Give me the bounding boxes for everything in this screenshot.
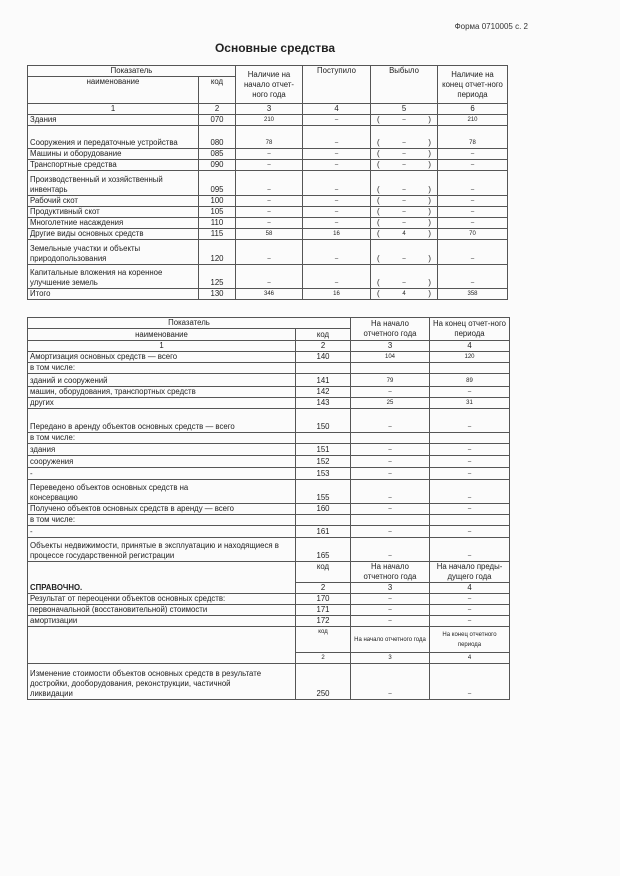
value-received: –	[303, 207, 371, 218]
row-code: 080	[199, 126, 236, 149]
value-end: –	[430, 504, 510, 515]
row-code: 171	[296, 605, 351, 616]
t2-header-start: На начало отчетного года	[351, 318, 430, 341]
value-end: 210	[438, 115, 508, 126]
row-name: -	[28, 468, 296, 480]
row-code: 140	[296, 352, 351, 363]
table-row	[28, 352, 510, 363]
reference-code-header: код	[296, 562, 351, 583]
table-row	[28, 594, 510, 605]
value-received: –	[303, 115, 371, 126]
page-title: Основные средства	[214, 41, 336, 55]
row-name: Переведено объектов основных средств на консервацию	[28, 480, 296, 504]
table-row	[28, 115, 508, 126]
value-disposed: ( – )	[371, 160, 438, 171]
value-received: –	[303, 171, 371, 196]
colnum: 4	[430, 341, 510, 352]
value-end: –	[430, 594, 510, 605]
value-end: –	[430, 409, 510, 433]
table-row	[28, 409, 510, 433]
value-received: –	[303, 218, 371, 229]
value-start: –	[236, 160, 303, 171]
row-name: Изменение стоимости объектов основных средств в результате достройки, дооборудования, реконструкции, частичной ликвидации	[28, 664, 296, 700]
table-row	[28, 240, 508, 265]
header-disposed: Выбыло	[371, 66, 438, 104]
value-received: 16	[303, 289, 371, 300]
value-disposed: ( – )	[371, 149, 438, 160]
value-disposed: ( – )	[371, 115, 438, 126]
value-received: 16	[303, 229, 371, 240]
table-row	[28, 538, 510, 562]
value-end: 70	[438, 229, 508, 240]
table-row	[28, 218, 508, 229]
table-row	[28, 363, 510, 374]
colnum: 2	[296, 341, 351, 352]
row-code: 120	[199, 240, 236, 265]
table-row	[28, 480, 510, 504]
row-name: Машины и оборудование	[28, 149, 199, 160]
colnum: 3	[351, 341, 430, 352]
value-end: –	[438, 218, 508, 229]
row-code: 090	[199, 160, 236, 171]
table-row	[28, 605, 510, 616]
table-row	[28, 126, 508, 149]
value-received: –	[303, 126, 371, 149]
colnum: 4	[430, 653, 510, 664]
value-disposed: ( – )	[371, 207, 438, 218]
change-start-header: На начало отчетного года	[351, 627, 430, 653]
row-code: 110	[199, 218, 236, 229]
change-end-header: На конец отчетного периода	[430, 627, 510, 653]
header-name: наименование	[28, 77, 199, 104]
value-start: 78	[236, 126, 303, 149]
row-code: 115	[199, 229, 236, 240]
row-name: зданий и сооружений	[28, 374, 296, 387]
row-name: в том числе:	[28, 515, 296, 526]
value-start: 25	[351, 398, 430, 409]
row-name: Производственный и хозяйственный инвентарь	[28, 171, 199, 196]
table-row	[28, 207, 508, 218]
row-code: 151	[296, 444, 351, 456]
value-end: –	[438, 149, 508, 160]
row-name: Рабочий скот	[28, 196, 199, 207]
value-received: –	[303, 160, 371, 171]
value-start: –	[236, 265, 303, 289]
value-start: 79	[351, 374, 430, 387]
row-code: 172	[296, 616, 351, 627]
value-start: 58	[236, 229, 303, 240]
table-row	[28, 289, 508, 300]
colnum: 6	[438, 104, 508, 115]
row-code: 070	[199, 115, 236, 126]
colnum: 4	[430, 583, 510, 594]
t2-header-end: На конец отчет-ного периода	[430, 318, 510, 341]
row-code: 100	[199, 196, 236, 207]
colnum: 3	[351, 583, 430, 594]
value-received: –	[303, 265, 371, 289]
value-end: –	[438, 171, 508, 196]
reference-start-header: На начало отчетного года	[351, 562, 430, 583]
value-disposed: ( – )	[371, 218, 438, 229]
value-received: –	[303, 196, 371, 207]
row-name: Результат от переоценки объектов основных средств:	[28, 594, 296, 605]
value-start: –	[351, 538, 430, 562]
fixed-assets-movement-table	[27, 65, 508, 300]
t2-header-name: наименование	[28, 329, 296, 341]
value-start: 210	[236, 115, 303, 126]
value-start: –	[236, 240, 303, 265]
value-end: –	[430, 444, 510, 456]
value-end: 78	[438, 126, 508, 149]
value-start: –	[351, 616, 430, 627]
row-code: 095	[199, 171, 236, 196]
value-received: –	[303, 149, 371, 160]
row-code: 130	[199, 289, 236, 300]
row-code: 155	[296, 480, 351, 504]
value-end: –	[430, 616, 510, 627]
row-name: Продуктивный скот	[28, 207, 199, 218]
row-code: 125	[199, 265, 236, 289]
reference-header-row	[28, 562, 510, 583]
value-start: –	[351, 664, 430, 700]
value-start: –	[351, 526, 430, 538]
value-start: 104	[351, 352, 430, 363]
row-code: 165	[296, 538, 351, 562]
colnum: 2	[296, 653, 351, 664]
row-name: Здания	[28, 115, 199, 126]
row-code: 152	[296, 456, 351, 468]
value-end: –	[430, 480, 510, 504]
row-name: в том числе:	[28, 363, 296, 374]
value-end: –	[430, 605, 510, 616]
value-end: –	[438, 196, 508, 207]
table1-body	[28, 115, 508, 300]
value-start: –	[351, 456, 430, 468]
row-name: в том числе:	[28, 433, 296, 444]
table-row	[28, 664, 510, 700]
table-row	[28, 468, 510, 480]
value-start: –	[351, 504, 430, 515]
table-row	[28, 515, 510, 526]
reference-prev-header: На начало преды-дущего года	[430, 562, 510, 583]
row-name: машин, оборудования, транспортных средств	[28, 387, 296, 398]
value-disposed: ( 4 )	[371, 289, 438, 300]
depreciation-table	[27, 317, 510, 700]
value-end: 120	[430, 352, 510, 363]
value-end: –	[430, 664, 510, 700]
row-code: 143	[296, 398, 351, 409]
table-row	[28, 456, 510, 468]
table-row	[28, 616, 510, 627]
table-row	[28, 229, 508, 240]
row-name: Транспортные средства	[28, 160, 199, 171]
value-end: –	[438, 207, 508, 218]
row-code: 250	[296, 664, 351, 700]
table-row	[28, 398, 510, 409]
row-name: Итого	[28, 289, 199, 300]
row-name: Амортизация основных средств — всего	[28, 352, 296, 363]
row-name: -	[28, 526, 296, 538]
reference-label: СПРАВОЧНО.	[28, 562, 296, 594]
row-name: Передано в аренду объектов основных средств — всего	[28, 409, 296, 433]
value-end: 89	[430, 374, 510, 387]
row-code: 150	[296, 409, 351, 433]
table-row	[28, 196, 508, 207]
row-name: Земельные участки и объекты природопользования	[28, 240, 199, 265]
value-start: –	[236, 207, 303, 218]
t2-header-code: код	[296, 329, 351, 341]
row-name: амортизации	[28, 616, 296, 627]
row-name: Сооружения и передаточные устройства	[28, 126, 199, 149]
value-start: 346	[236, 289, 303, 300]
colnum: 4	[303, 104, 371, 115]
value-start: –	[236, 171, 303, 196]
value-end: –	[430, 526, 510, 538]
colnum: 3	[351, 653, 430, 664]
row-code: 160	[296, 504, 351, 515]
colnum: 2	[296, 583, 351, 594]
value-start: –	[351, 468, 430, 480]
value-end: 358	[438, 289, 508, 300]
change-code-header: код	[296, 627, 351, 653]
t2-header-pokazatel: Показатель	[28, 318, 351, 329]
header-received: Поступило	[303, 66, 371, 104]
colnum: 2	[199, 104, 236, 115]
header-start: Наличие на начало отчет-ного года	[236, 66, 303, 104]
row-code: 142	[296, 387, 351, 398]
table-row	[28, 160, 508, 171]
value-disposed: ( – )	[371, 196, 438, 207]
table-row	[28, 433, 510, 444]
value-start: –	[236, 196, 303, 207]
colnum: 1	[28, 341, 296, 352]
value-end: –	[438, 160, 508, 171]
row-name: Капитальные вложения на коренное улучшение земель	[28, 265, 199, 289]
row-name: здания	[28, 444, 296, 456]
row-code: 141	[296, 374, 351, 387]
header-code: код	[199, 77, 236, 104]
row-code: 085	[199, 149, 236, 160]
table-row	[28, 149, 508, 160]
value-start: –	[351, 409, 430, 433]
value-disposed: ( – )	[371, 126, 438, 149]
row-code: 105	[199, 207, 236, 218]
row-name: первоначальной (восстановительной) стоимости	[28, 605, 296, 616]
value-disposed: ( 4 )	[371, 229, 438, 240]
header-end: Наличие на конец отчет-ного периода	[438, 66, 508, 104]
value-end: –	[430, 538, 510, 562]
row-name: Многолетние насаждения	[28, 218, 199, 229]
table-row	[28, 265, 508, 289]
value-received: –	[303, 240, 371, 265]
row-name: сооружения	[28, 456, 296, 468]
value-start: –	[351, 605, 430, 616]
table-row	[28, 504, 510, 515]
value-disposed: ( – )	[371, 240, 438, 265]
value-end: 31	[430, 398, 510, 409]
colnum: 3	[236, 104, 303, 115]
value-start: –	[351, 480, 430, 504]
header-pokazatel: Показатель	[28, 66, 236, 77]
table-row	[28, 526, 510, 538]
table-row	[28, 171, 508, 196]
form-code: Форма 0710005 с. 2	[454, 22, 528, 31]
value-end: –	[430, 456, 510, 468]
value-start: –	[351, 387, 430, 398]
value-end: –	[438, 265, 508, 289]
value-end: –	[438, 240, 508, 265]
value-disposed: ( – )	[371, 265, 438, 289]
value-end: –	[430, 468, 510, 480]
row-code: 170	[296, 594, 351, 605]
value-end: –	[430, 387, 510, 398]
row-name: Другие виды основных средств	[28, 229, 199, 240]
change-header-row	[28, 627, 510, 653]
value-start: –	[351, 444, 430, 456]
value-start: –	[351, 594, 430, 605]
row-name: Объекты недвижимости, принятые в эксплуатацию и находящиеся в процессе государственной регистрации	[28, 538, 296, 562]
value-start: –	[236, 218, 303, 229]
value-start: –	[236, 149, 303, 160]
row-name: Получено объектов основных средств в аренду — всего	[28, 504, 296, 515]
table-row	[28, 444, 510, 456]
row-code: 161	[296, 526, 351, 538]
colnum: 5	[371, 104, 438, 115]
colnum: 1	[28, 104, 199, 115]
value-disposed: ( – )	[371, 171, 438, 196]
table-row	[28, 387, 510, 398]
row-name: других	[28, 398, 296, 409]
row-code: 153	[296, 468, 351, 480]
table-row	[28, 374, 510, 387]
